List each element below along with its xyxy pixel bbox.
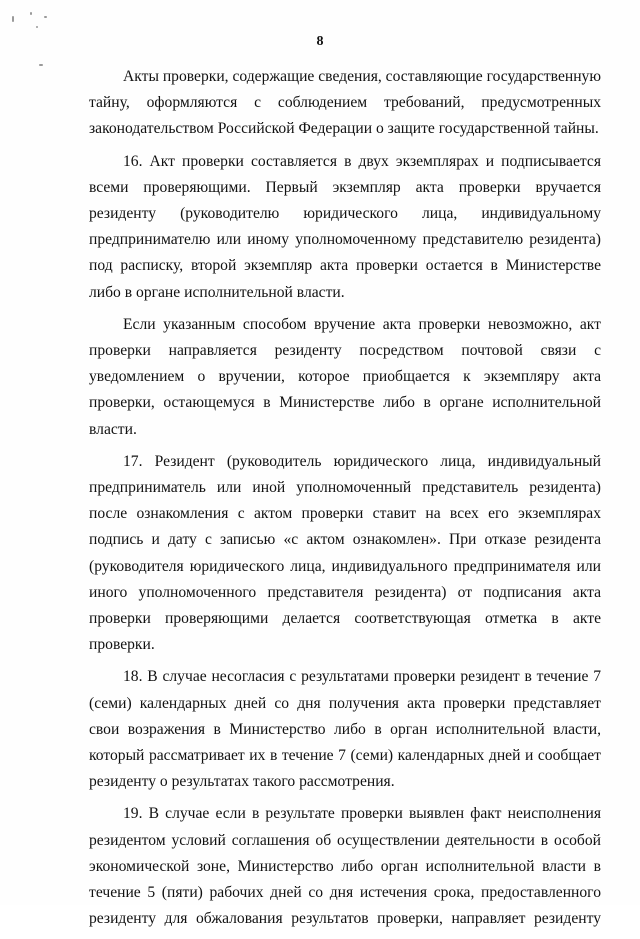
scan-speck (36, 26, 38, 28)
paragraph-18: 18. В случае несогласия с результатами проверки резидент в течение 7 (семи) календарных дней со дня получения акта проверки представляет свои возражения в Министерство либо в орган исполнительной власти, который рассматривает их в течение 7 (семи) календарных дней и сообщает резиденту о результатах такого рассмотрения. (89, 668, 601, 791)
paragraph-16: 16. Акт проверки составляется в двух экземплярах и подписывается всеми проверяющими. Первый экземпляр акта проверки вручается резиденту (руководителю юридического лица, индивидуальному предпринимателю или иному уполномоченному представителю резидента) под расписку, второй экземпляр акта проверки остается в Министерстве либо в органе исполнительной власти. (89, 152, 601, 301)
scan-speck (44, 16, 47, 18)
paragraph-postal-delivery: Если указанным способом вручение акта проверки невозможно, акт проверки направляется резиденту посредством почтовой связи с уведомлением о вручении, которое приобщается к экземпляру акта проверки, остающемуся в Министерстве либо в органе исполнительной власти. (89, 315, 601, 438)
scan-speck (12, 16, 14, 22)
paragraph-17: 17. Резидент (руководитель юридического лица, индивидуальный предприниматель или иной уполномоченный представитель резидента) после ознакомления с актом проверки ставит на всех его экземплярах подпись и дату с записью «с актом ознакомлен». При отказе резидента (руководителя юридического лица, индивидуального предпринимателя или иного уполномоченного представителя резидента) от подписания акта проверки проверяющими делается соответствующая отметка в акте проверки. (89, 452, 601, 654)
paragraph-state-secret: Акты проверки, содержащие сведения, составляющие государственную тайну, оформляются с соблюдением требований, предусмотренных законодательством Российской Федерации о защите государственной тайны. (89, 68, 602, 138)
body-text (89, 64, 601, 939)
scan-speck (30, 12, 32, 15)
paragraph-19: 19. В случае если в результате проверки выявлен факт неисполнения резидентом условий соглашения об осуществлении деятельности в особой экономической зоне, Министерство либо орган исполнительной власти в течение 5 (пяти) рабочих дней со дня истечения срока, предоставленного резиденту для обжалования результатов проверки, направляет резиденту (89, 805, 601, 928)
scan-speck (39, 64, 43, 66)
page-number: 8 (316, 34, 324, 49)
